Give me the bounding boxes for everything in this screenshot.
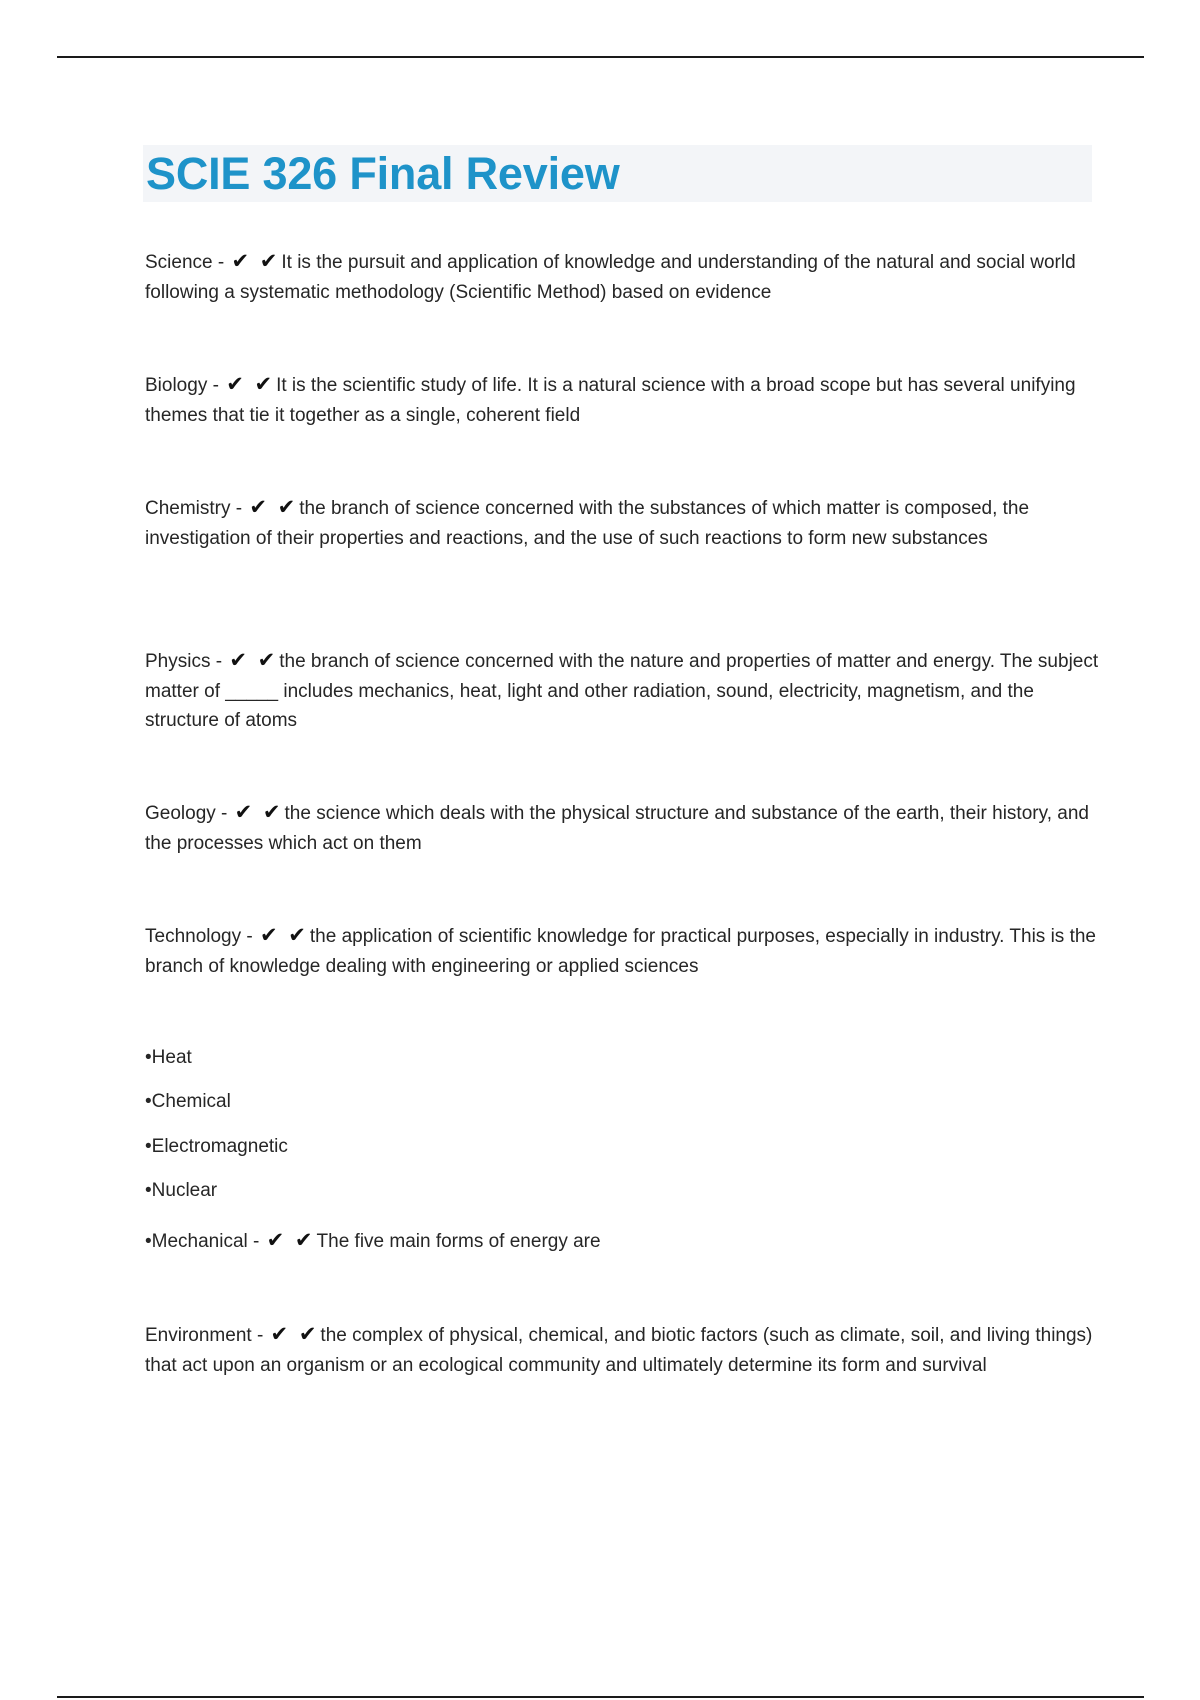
entry-definition: the complex of physical, chemical, and biotic factors (such as climate, soil, and living things) that act upon an organism or an ecological community and ultimately determine its form and survival	[145, 1325, 1093, 1376]
check-mark-icon: ✔ ✔	[229, 648, 278, 672]
entry-definition: the branch of science concerned with the nature and properties of matter and energy. The subject matter of _____ includes mechanics, heat, light and other radiation, sound, electricity, magnetism, and the structure of atoms	[145, 651, 1099, 731]
list-item-mechanical	[145, 1226, 601, 1256]
check-mark-icon: ✔ ✔	[270, 1322, 319, 1346]
entry-definition: the science which deals with the physical structure and substance of the earth, their history, and the processes which act on them	[145, 803, 1089, 854]
bottom-rule	[57, 1696, 1144, 1698]
entry-science	[145, 247, 1100, 307]
entry-term: Chemistry -	[145, 498, 248, 519]
list-item-nuclear: •Nuclear	[145, 1180, 218, 1201]
list-item-heat: •Heat	[145, 1047, 192, 1068]
check-mark-icon: ✔ ✔	[231, 249, 280, 273]
entry-term: Environment -	[145, 1325, 269, 1346]
entry-environment	[145, 1320, 1100, 1380]
entry-physics	[145, 646, 1100, 736]
entry-term: Physics -	[145, 651, 228, 672]
top-rule	[57, 56, 1144, 58]
entry-definition: It is the pursuit and application of knowledge and understanding of the natural and social world following a systematic methodology (Scientific Method) based on evidence	[145, 252, 1076, 303]
entry-term: •Mechanical -	[145, 1231, 265, 1252]
entry-definition: the branch of science concerned with the substances of which matter is composed, the investigation of their properties and reactions, and the use of such reactions to form new substances	[145, 498, 1030, 549]
list-item-chemical: •Chemical	[145, 1091, 231, 1112]
entry-biology	[145, 370, 1100, 430]
check-mark-icon: ✔ ✔	[226, 372, 275, 396]
entry-technology	[145, 921, 1100, 981]
entry-term: Science -	[145, 252, 230, 273]
entry-definition: The five main forms of energy are	[316, 1231, 601, 1252]
check-mark-icon: ✔ ✔	[234, 800, 283, 824]
page-title: SCIE 326 Final Review	[146, 148, 620, 199]
check-mark-icon: ✔ ✔	[260, 923, 308, 947]
entry-term: Geology -	[145, 803, 233, 824]
entry-definition: the application of scientific knowledge for practical purposes, especially in industry. This is the branch of knowledge dealing with engineering or applied sciences	[145, 926, 1096, 977]
check-mark-icon: ✔ ✔	[266, 1228, 315, 1252]
list-item-electromagnetic: •Electromagnetic	[145, 1136, 288, 1157]
entry-geology	[145, 798, 1100, 858]
entry-term: Technology -	[145, 926, 259, 947]
entry-term: Biology -	[145, 375, 225, 396]
check-mark-icon: ✔ ✔	[249, 495, 298, 519]
entry-definition: It is the scientific study of life. It is a natural science with a broad scope but has several unifying themes that tie it together as a single, coherent field	[145, 375, 1076, 426]
entry-chemistry	[145, 493, 1100, 553]
